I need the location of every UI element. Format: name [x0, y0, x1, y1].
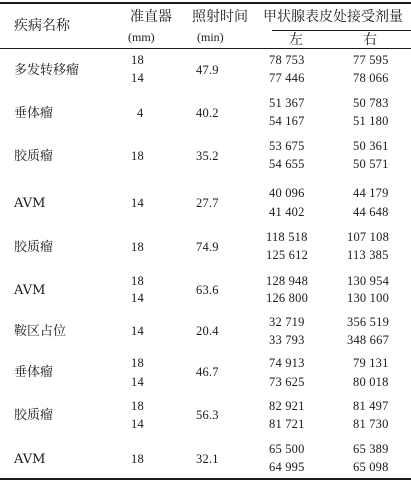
dose-right: 50 571 — [353, 157, 389, 171]
disease-name: 多发转移瘤 — [14, 63, 80, 78]
dose-left: 126 800 — [266, 291, 309, 305]
irradiation-time: 27.7 — [196, 196, 219, 210]
collimator-value: 14 — [131, 196, 144, 210]
dose-right: 81 497 — [353, 399, 389, 413]
dose-right: 81 730 — [353, 417, 389, 431]
dose-header-underline — [272, 30, 411, 31]
dose-right: 50 361 — [353, 139, 389, 153]
dose-right: 356 519 — [347, 315, 390, 329]
dose-left: 118 518 — [266, 230, 308, 244]
disease-name: AVM — [14, 283, 46, 298]
disease-name: AVM — [14, 196, 46, 211]
disease-name: 胶质瘤 — [14, 149, 54, 164]
dose-left: 125 612 — [266, 248, 309, 262]
dose-right: 77 595 — [353, 53, 389, 67]
collimator-value: 18 — [131, 149, 144, 163]
dose-left: 54 655 — [269, 157, 305, 171]
irradiation-time: 20.4 — [196, 324, 219, 338]
collimator-value: 4 — [137, 106, 144, 120]
irradiation-time: 63.6 — [196, 283, 219, 297]
header-right: 右 — [363, 32, 377, 48]
collimator-value: 14 — [131, 324, 144, 338]
header-bottom-rule — [0, 48, 411, 49]
collimator-value: 14 — [131, 291, 144, 305]
irradiation-time: 74.9 — [196, 240, 219, 254]
dose-right: 80 018 — [353, 375, 389, 389]
dose-right: 44 179 — [353, 186, 389, 200]
collimator-value: 18 — [131, 240, 144, 254]
header-dose: 甲状腺表皮处接受剂量 — [263, 9, 403, 25]
header-collimator-unit: (mm) — [128, 30, 155, 44]
dose-right: 107 108 — [347, 230, 390, 244]
collimator-value: 18 — [131, 452, 144, 466]
dose-left: 65 500 — [269, 442, 305, 456]
collimator-value: 14 — [131, 375, 144, 389]
dose-left: 81 721 — [269, 417, 305, 431]
table-bottom-rule — [0, 478, 411, 480]
dose-right: 65 098 — [353, 460, 389, 474]
irradiation-time: 40.2 — [196, 106, 219, 120]
header-left: 左 — [289, 32, 303, 48]
irradiation-time: 35.2 — [196, 149, 219, 163]
dose-left: 54 167 — [269, 114, 305, 128]
dose-right: 79 131 — [353, 356, 389, 370]
disease-name: 垂体瘤 — [14, 365, 54, 380]
header-disease: 疾病名称 — [14, 18, 70, 34]
dose-left: 51 367 — [269, 96, 305, 110]
dose-left: 73 625 — [269, 375, 305, 389]
dose-left: 74 913 — [269, 356, 305, 370]
dose-right: 78 066 — [353, 71, 389, 85]
irradiation-time: 47.9 — [196, 63, 219, 77]
dose-left: 82 921 — [269, 399, 305, 413]
disease-name: AVM — [14, 452, 46, 467]
dose-left: 128 948 — [266, 274, 309, 288]
dose-left: 33 793 — [269, 333, 305, 347]
dose-right: 130 100 — [347, 291, 390, 305]
collimator-value: 14 — [131, 417, 144, 431]
collimator-value: 18 — [131, 399, 144, 413]
dose-left: 41 402 — [269, 205, 305, 219]
header-collimator: 准直器 — [130, 9, 172, 25]
header-time: 照射时间 — [192, 9, 248, 25]
dose-left: 77 446 — [269, 71, 305, 85]
table-top-rule — [0, 2, 411, 4]
irradiation-time: 56.3 — [196, 408, 219, 422]
collimator-value: 18 — [131, 53, 144, 67]
collimator-value: 18 — [131, 356, 144, 370]
header-time-unit: (min) — [197, 30, 224, 44]
dose-right: 130 954 — [347, 274, 390, 288]
dose-right: 44 648 — [353, 205, 389, 219]
disease-name: 垂体瘤 — [14, 106, 54, 121]
dose-right: 51 180 — [353, 114, 389, 128]
irradiation-time: 46.7 — [196, 365, 219, 379]
irradiation-time: 32.1 — [196, 452, 219, 466]
disease-name: 胶质瘤 — [14, 408, 54, 423]
disease-name: 胶质瘤 — [14, 240, 54, 255]
dose-right: 348 667 — [347, 333, 390, 347]
collimator-value: 14 — [131, 71, 144, 85]
disease-name: 鞍区占位 — [14, 324, 67, 339]
dose-left: 53 675 — [269, 139, 305, 153]
dose-left: 40 096 — [269, 186, 305, 200]
dose-left: 78 753 — [269, 53, 305, 67]
dose-right: 113 385 — [347, 248, 389, 262]
collimator-value: 18 — [131, 274, 144, 288]
dose-left: 64 995 — [269, 460, 305, 474]
dose-right: 50 783 — [353, 96, 389, 110]
dose-left: 32 719 — [269, 315, 305, 329]
dose-right: 65 389 — [353, 442, 389, 456]
